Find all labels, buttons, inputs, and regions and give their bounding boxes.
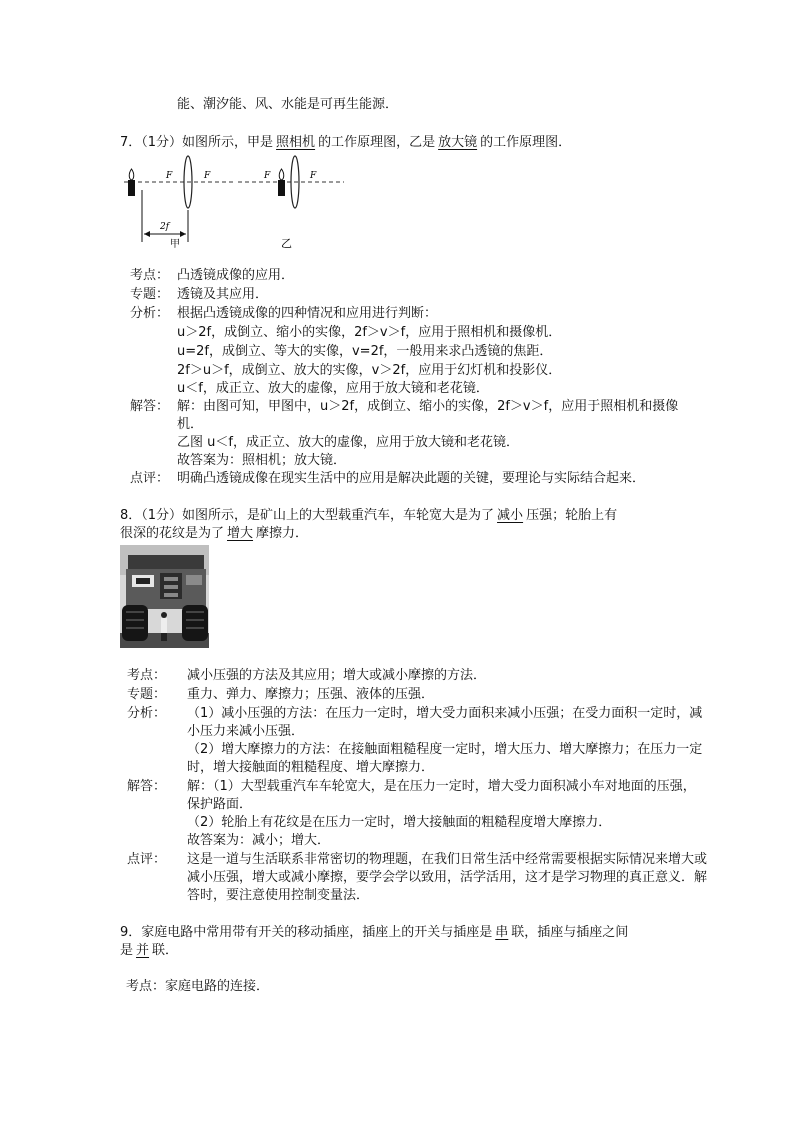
q9-kaodian: 家庭电路的连接． [165,979,270,994]
q7-stem-a: 7．（1分）如图所示，甲是 [120,135,274,150]
q8-fenxi-label: 分析： [127,706,167,721]
q7-fenxi-label: 分析： [130,306,170,321]
q8-stem-a: 8．（1分）如图所示，是矿山上的大型载重汽车，车轮宽大是为了 [120,508,495,523]
q7-jieda-line: 机． [177,417,204,432]
figure-jia [124,156,236,250]
lens-figure [118,150,348,250]
q8-fenxi-line: 时，增大接触面的粗糙程度、增大摩擦力． [187,760,435,775]
label-yi: 乙 [281,237,292,250]
q7-fenxi-line: u＞2f，成倒立、缩小的实像，2f＞v＞f，应用于照相机和摄像机． [177,325,562,340]
figure-yi [238,156,344,250]
q7-fenxi-line: 2f＞u＞f，成倒立、放大的实像，v＞2f，应用于幻灯机和投影仪． [177,363,562,378]
q8-kaodian: 减小压强的方法及其应用；增大或减小摩擦的方法． [187,668,487,683]
q8-dianping-line: 答时，要注意使用控制变量法． [187,888,370,903]
q8-fenxi-line: （1）减小压强的方法：在压力一定时，增大受力面积来减小压强；在受力面积一定时，减 [187,706,703,721]
q9-stem-line1 [120,924,628,942]
q7-dianping: 明确凸透镜成像在现实生活中的应用是解决此题的关键，要理论与实际结合起来． [177,471,646,486]
q8-kaodian-label: 考点： [127,668,167,683]
intro-text: 能、潮汐能、风、水能是可再生能源． [177,97,399,112]
q8-jieda-line: 故答案为：减小；增大． [187,833,331,848]
q8-jieda-line: 解：（1）大型载重汽车车轮宽大，是在压力一定时，增大受力面积减小车对地面的压强， [187,779,696,794]
q7-jieda-line: 故答案为：照相机；放大镜． [177,453,347,468]
q7-stem-b: 的工作原理图，乙是 [318,135,436,150]
q9-stem-line2 [120,942,178,960]
q9-stem-b: 联，插座与插座之间 [511,925,629,940]
flame-icon-yi [279,169,284,180]
truck-wheel [182,605,208,641]
candle-icon-yi [278,180,285,196]
q7-zhuanti: 透镜及其应用． [177,287,269,302]
q8-jieda-line: （2）轮胎上有花纹是在压力一定时，增大接触面的粗糙程度增大摩擦力． [187,815,612,830]
q8-stem-line2 [120,525,308,543]
q8-zhuanti: 重力、弹力、摩擦力；压强、液体的压强． [187,687,435,702]
q8-dianping-line: 减小压强，增大或减小摩擦，要学会学以致用，活学活用，这才是学习物理的真正意义．解 [187,870,708,885]
q7-zhuanti-label: 专题： [130,287,170,302]
q8-zhuanti-label: 专题： [127,687,167,702]
q8-dianping-line: 这是一道与生活联系非常密切的物理题，在我们日常生活中经常需要根据实际情况来增大或 [187,852,708,867]
q8-dianping-label: 点评： [127,852,167,867]
q9-stem-d: 联． [152,943,179,958]
q8-fenxi-line: （2）增大摩擦力的方法：在接触面粗糙程度一定时，增大压力、增大摩擦力；在压力一定 [187,742,703,757]
focal-label-left-yi: F [264,171,271,181]
q7-jieda-line: 解：由图可知，甲图中，u＞2f，成倒立、缩小的实像，2f＞v＞f，应用于照相机和摄像 [177,399,679,414]
q8-fenxi-line: 小压力来减小压强． [187,724,305,739]
q7-stem-c: 的工作原理图． [480,135,572,150]
q9-answer-1: 串 [495,925,509,940]
q7-answer-1: 照相机 [276,135,316,150]
flame-icon [129,169,134,180]
focal-label-right: F [204,171,211,181]
q7-kaodian-label: 考点： [130,268,170,283]
q8-answer-2: 增大 [227,526,254,541]
q8-jieda-label: 解答： [127,779,167,794]
q9-stem-c: 是 [120,943,134,958]
q8-stem-d: 摩擦力． [256,526,309,541]
q8-stem-c: 很深的花纹是为了 [120,526,225,541]
q9-kaodian-line [126,978,269,996]
q8-stem-line1 [120,507,617,525]
q7-kaodian: 凸透镜成像的应用． [177,268,295,283]
q9-answer-2: 并 [136,943,150,958]
q7-fenxi-line: u＜f，成正立、放大的虚像，应用于放大镜和老花镜． [177,381,489,396]
truck-wheel [122,605,148,641]
distance-2f-label: 2f [160,222,170,232]
candle-icon [128,180,135,196]
q9-stem-a: 9．家庭电路中常用带有开关的移动插座，插座上的开关与插座是 [120,925,493,940]
q7-dianping-label: 点评： [130,471,170,486]
label-jia: 甲 [170,239,180,250]
q9-kaodian-label: 考点： [126,979,166,994]
q7-jieda-label: 解答： [130,399,170,414]
q8-stem-b: 压强；轮胎上有 [526,508,618,523]
q7-fenxi-line: 根据凸透镜成像的四种情况和应用进行判断： [177,306,438,321]
q7-fenxi-line: u=2f，成倒立、等大的实像，v=2f，一般用来求凸透镜的焦距． [177,344,553,359]
q8-jieda-line: 保护路面． [187,797,253,812]
q7-answer-2: 放大镜 [438,135,478,150]
q7-jieda-line: 乙图 u＜f，成正立、放大的虚像，应用于放大镜和老花镜． [177,435,519,450]
mining-truck-photo [120,545,209,648]
focal-label-right-yi: F [310,171,317,181]
q8-answer-1: 减小 [497,508,524,523]
focal-label-left: F [166,171,173,181]
